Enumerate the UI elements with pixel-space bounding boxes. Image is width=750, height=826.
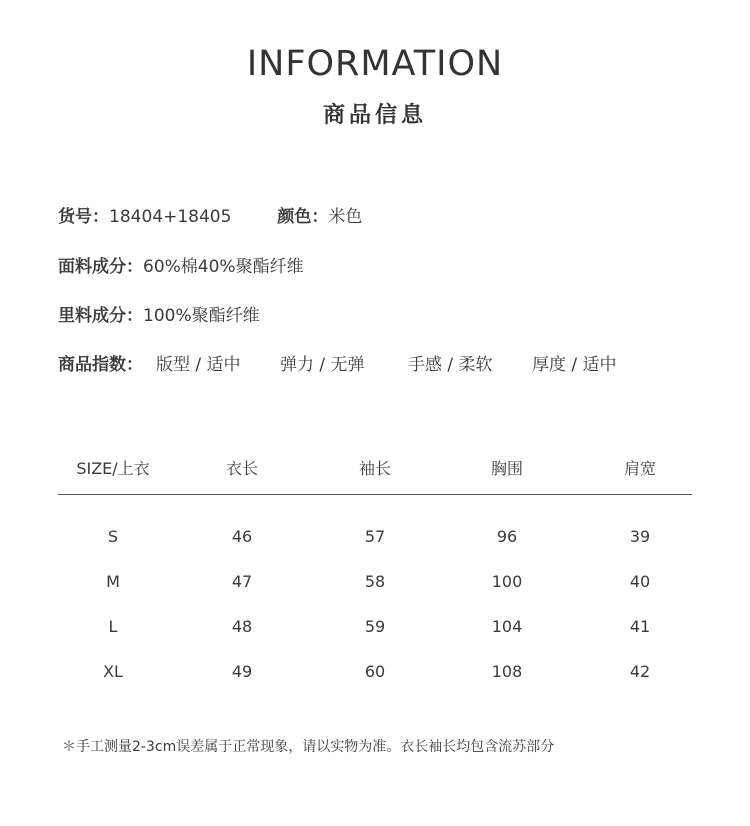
cell-sleeve: 59 bbox=[364, 617, 386, 636]
item-no-value: 18404+18405 bbox=[109, 207, 232, 227]
cell-size: M bbox=[106, 572, 120, 591]
lining-value: 100%聚酯纤维 bbox=[143, 306, 260, 326]
header-sleeve: 袖长 bbox=[358, 459, 391, 478]
cell-size: XL bbox=[103, 662, 123, 681]
title-en: INFORMATION bbox=[246, 44, 504, 84]
cell-shoulder: 40 bbox=[629, 572, 651, 591]
cell-size: S bbox=[107, 527, 119, 546]
color-value: 米色 bbox=[328, 207, 363, 227]
cell-sleeve: 60 bbox=[364, 662, 386, 681]
table-header-row bbox=[58, 456, 692, 486]
header-size: SIZE/上衣 bbox=[76, 459, 150, 478]
cell-chest: 96 bbox=[496, 527, 518, 546]
header-chest: 胸围 bbox=[490, 459, 523, 478]
cell-sleeve: 58 bbox=[364, 572, 386, 591]
fabric-value: 60%棉40%聚酯纤维 bbox=[143, 257, 304, 277]
index-label bbox=[58, 350, 143, 375]
fabric-label: 面料成分： bbox=[58, 257, 143, 277]
cell-length: 48 bbox=[231, 617, 253, 636]
lining-label: 里料成分： bbox=[58, 306, 143, 326]
cell-length: 47 bbox=[231, 572, 253, 591]
header-shoulder: 肩宽 bbox=[623, 459, 656, 478]
index-label-text: 商品指数： bbox=[58, 355, 143, 375]
title-cn: 商品信息 bbox=[322, 103, 427, 128]
size-table bbox=[58, 450, 692, 480]
index-thickness: 厚度 / 适中 bbox=[532, 355, 617, 375]
cell-size: L bbox=[108, 617, 118, 636]
table-row bbox=[58, 527, 692, 572]
size-table-body bbox=[58, 527, 692, 707]
cell-shoulder: 39 bbox=[629, 527, 651, 546]
cell-shoulder: 42 bbox=[629, 662, 651, 681]
cell-shoulder: 41 bbox=[629, 617, 651, 636]
color-label: 颜色： bbox=[277, 207, 329, 227]
header-length: 衣长 bbox=[225, 459, 258, 478]
cell-length: 49 bbox=[231, 662, 253, 681]
measurement-footnote: ＊手工测量2-3cm误差属于正常现象，请以实物为准。衣长袖长均包含流苏部分 bbox=[62, 739, 555, 755]
index-elasticity: 弹力 / 无弹 bbox=[280, 355, 365, 375]
cell-length: 46 bbox=[231, 527, 253, 546]
info-row-fabric bbox=[58, 252, 304, 277]
info-row-lining bbox=[58, 301, 260, 326]
table-row bbox=[58, 617, 692, 662]
table-divider bbox=[58, 494, 692, 495]
cell-chest: 104 bbox=[491, 617, 523, 636]
table-row bbox=[58, 572, 692, 617]
cell-chest: 108 bbox=[491, 662, 523, 681]
cell-chest: 100 bbox=[491, 572, 523, 591]
info-row-item-color bbox=[58, 202, 362, 227]
table-row bbox=[58, 662, 692, 707]
index-fit: 版型 / 适中 bbox=[156, 355, 241, 375]
index-feel: 手感 / 柔软 bbox=[408, 355, 493, 375]
item-no-label: 货号： bbox=[58, 207, 109, 227]
cell-sleeve: 57 bbox=[364, 527, 386, 546]
